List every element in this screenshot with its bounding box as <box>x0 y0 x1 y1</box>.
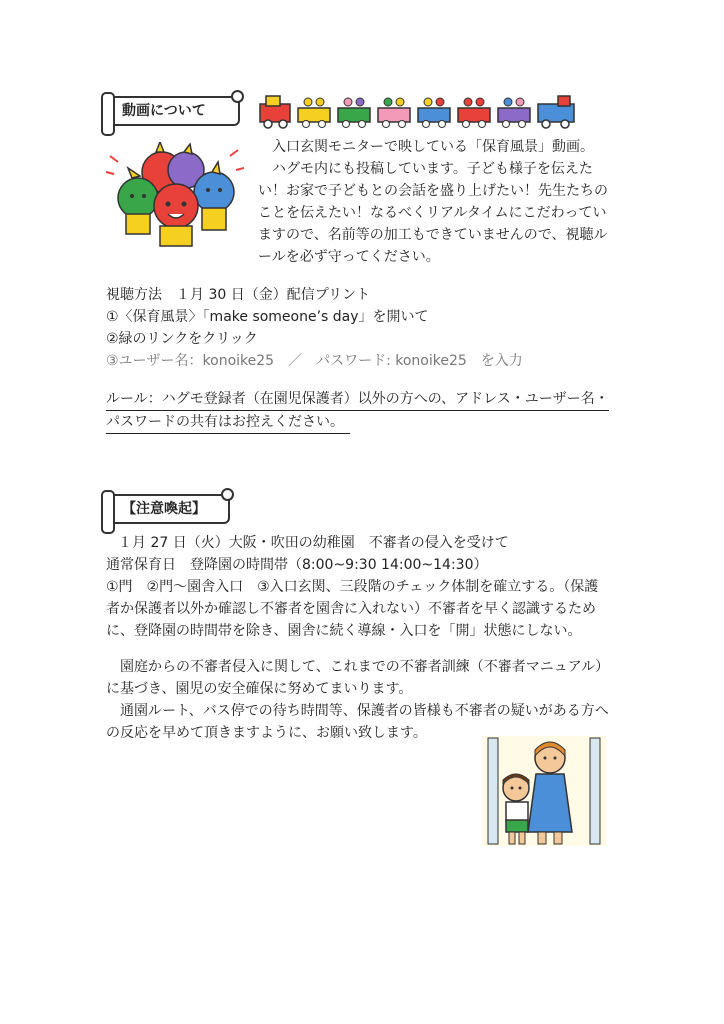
rule-line: ルール：ハグモ登録者（在園児保護者）以外の方への、アドレス・ユーザー名・ <box>106 388 609 411</box>
intro-line: ますので、名前等の加工もできていませんので、視聴ル <box>258 227 608 243</box>
section2-body <box>106 532 598 642</box>
notice-line: 通常保育日 登降園の時間帯（8:00~9:30 14:00~14:30） <box>106 557 488 573</box>
notice-line: に、登降園の時間帯を除き、園舎に続く導線・入口を「開」状態にしない。 <box>106 623 582 639</box>
parent-child-illustration <box>482 736 606 846</box>
section2-body-2 <box>106 656 609 744</box>
notice-line: の反応を早めて頂きますように、お願い致します。 <box>106 725 427 741</box>
notice-line: に基づき、園児の安全確保に努めてまいります。 <box>106 681 413 697</box>
section2-heading-banner <box>106 494 230 524</box>
section1-heading-banner <box>106 96 240 126</box>
train-end-locomotive <box>538 96 574 128</box>
sharing-rule <box>106 388 609 434</box>
section1-intro <box>258 136 608 268</box>
train-cars <box>298 108 530 128</box>
train-locomotive <box>260 96 290 128</box>
notice-line: 園庭からの不審者侵入に関して、これまでの不審者訓練（不審者マニュアル） <box>120 659 610 675</box>
intro-line: ールを必ず守ってください。 <box>258 249 440 265</box>
method-step-credentials: ③ユーザー名：konoike25 ／ パスワード: konoike25 を入力 <box>106 353 523 369</box>
intro-line: ことを伝えたい！なるべくリアルタイムにこだわってい <box>258 205 607 221</box>
intro-line: 入口玄関モニターで映している「保育風景」動画。 <box>272 139 594 155</box>
notice-line: １月 27 日（火）大阪・吹田の幼稚園 不審者の侵入を受けて <box>118 535 509 551</box>
oni-kids-illustration <box>104 142 244 254</box>
intro-line: い！お家で子どもとの会話を盛り上げたい！先生たちの <box>258 183 608 199</box>
method-step: ①〈保育風景〉「make someone’s day」を開いて <box>106 309 429 325</box>
notice-line: ①門 ②門～園舎入口 ③入口玄関、三段階のチェック体制を確立する。（保護 <box>106 579 599 595</box>
method-step: ②緑のリンクをクリック <box>106 331 258 347</box>
viewing-method <box>106 284 523 372</box>
section2-heading: 【注意喚起】 <box>122 501 206 517</box>
section1-heading: 動画について <box>122 103 206 119</box>
method-line: 視聴方法 １月 30 日（金）配信プリント <box>106 287 371 303</box>
rule-line: パスワードの共有はお控えください。 <box>106 411 350 434</box>
intro-line: ハグモ内にも投稿しています。子ども様子を伝えた <box>272 161 593 177</box>
notice-line: 者か保護者以外か確認し不審者を園舎に入れない）不審者を早く認識するため <box>106 601 596 617</box>
train-flowers <box>304 98 524 106</box>
train-illustration <box>258 92 584 130</box>
notice-line: 通園ルート、バス停での待ち時間等、保護者の皆様も不審者の疑いがある方へ <box>120 703 609 719</box>
